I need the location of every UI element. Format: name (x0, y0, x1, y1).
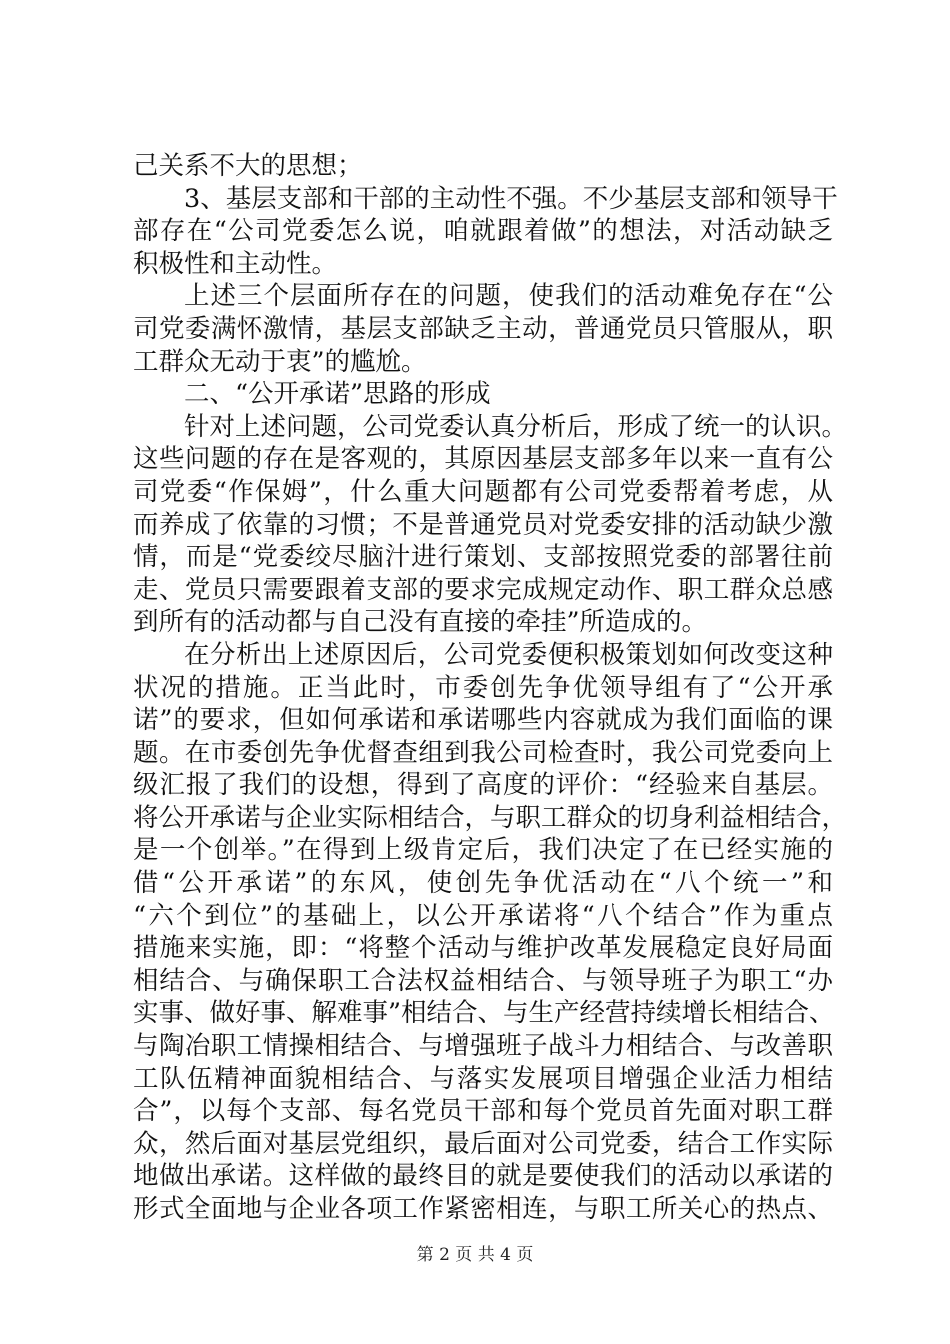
text-line: 级汇报了我们的设想，得到了高度的评价：“经验来自基层。 (133, 770, 833, 801)
text-line: 将公开承诺与企业实际相结合，与职工群众的切身利益相结合， (133, 802, 848, 833)
text-line: 上述三个层面所存在的问题，使我们的活动难免存在“公 (184, 281, 833, 312)
text-line: 在分析出上述原因后，公司党委便积极策划如何改变这种 (184, 639, 833, 670)
text-line: 工队伍精神面貌相结合、与落实发展项目增强企业活力相结 (133, 1063, 833, 1094)
text-line: 与陶冶职工情操相结合、与增强班子战斗力相结合、与改善职 (133, 1031, 833, 1062)
text-line: 3、基层支部和干部的主动性不强。不少基层支部和领导干 (184, 183, 838, 214)
text-line: “六个到位”的基础上，以公开承诺将“八个结合”作为重点 (133, 900, 833, 931)
text-line: 相结合、与确保职工合法权益相结合、与领导班子为职工“办 (133, 965, 833, 996)
text-line: 诺”的要求，但如何承诺和承诺哪些内容就成为我们面临的课 (133, 705, 833, 736)
text-line: 而养成了依靠的习惯；不是普通党员对党委安排的活动缺少激 (133, 509, 833, 540)
text-line: 到所有的活动都与自己没有直接的牵挂”所造成的。 (133, 607, 708, 638)
text-line: 地做出承诺。这样做的最终目的就是要使我们的活动以承诺的 (133, 1161, 833, 1192)
text-line: 司党委满怀激情，基层支部缺乏主动，普通党员只管服从，职 (133, 313, 833, 344)
text-line: 情，而是“党委绞尽脑汁进行策划、支部按照党委的部署往前 (133, 542, 833, 573)
text-line: 合”，以每个支部、每名党员干部和每个党员首先面对职工群 (133, 1096, 833, 1127)
text-line: 状况的措施。正当此时，市委创先争优领导组有了“公开承 (133, 672, 833, 703)
text-line: 实事、做好事、解难事”相结合、与生产经营持续增长相结合、 (133, 998, 835, 1029)
text-line: 形式全面地与企业各项工作紧密相连，与职工所关心的热点、 (133, 1194, 833, 1224)
text-line: 众，然后面对基层党组织，最后面对公司党委，结合工作实际 (133, 1128, 833, 1159)
text-line: 借“公开承诺”的东风，使创先争优活动在“八个统一”和 (133, 868, 833, 899)
text-line: 是一个创举。”在得到上级肯定后，我们决定了在已经实施的 (133, 835, 833, 866)
text-line: 措施来实施，即：“将整个活动与维护改革发展稳定良好局面 (133, 933, 833, 964)
text-line: 这些问题的存在是客观的，其原因基层支部多年以来一直有公 (133, 444, 833, 475)
text-line: 走、党员只需要跟着支部的要求完成规定动作、职工群众总感 (133, 574, 833, 605)
text-line: 二、“公开承诺”思路的形成 (184, 379, 491, 410)
text-line: 题。在市委创先争优督查组到我公司检查时，我公司党委向上 (133, 737, 833, 768)
page-footer: 第 2 页 共 4 页 (416, 1245, 534, 1265)
text-line: 己关系不大的思想； (133, 151, 363, 181)
text-line: 工群众无动于衷”的尴尬。 (133, 346, 427, 377)
text-line: 部存在“公司党委怎么说，咱就跟着做”的想法，对活动缺乏 (133, 216, 833, 247)
body-text (133, 150, 848, 1226)
text-line: 针对上述问题，公司党委认真分析后，形成了统一的认识。 (184, 411, 848, 442)
text-line: 积极性和主动性。 (133, 248, 338, 279)
text-line: 司党委“作保姆”，什么重大问题都有公司党委帮着考虑，从 (133, 476, 833, 507)
